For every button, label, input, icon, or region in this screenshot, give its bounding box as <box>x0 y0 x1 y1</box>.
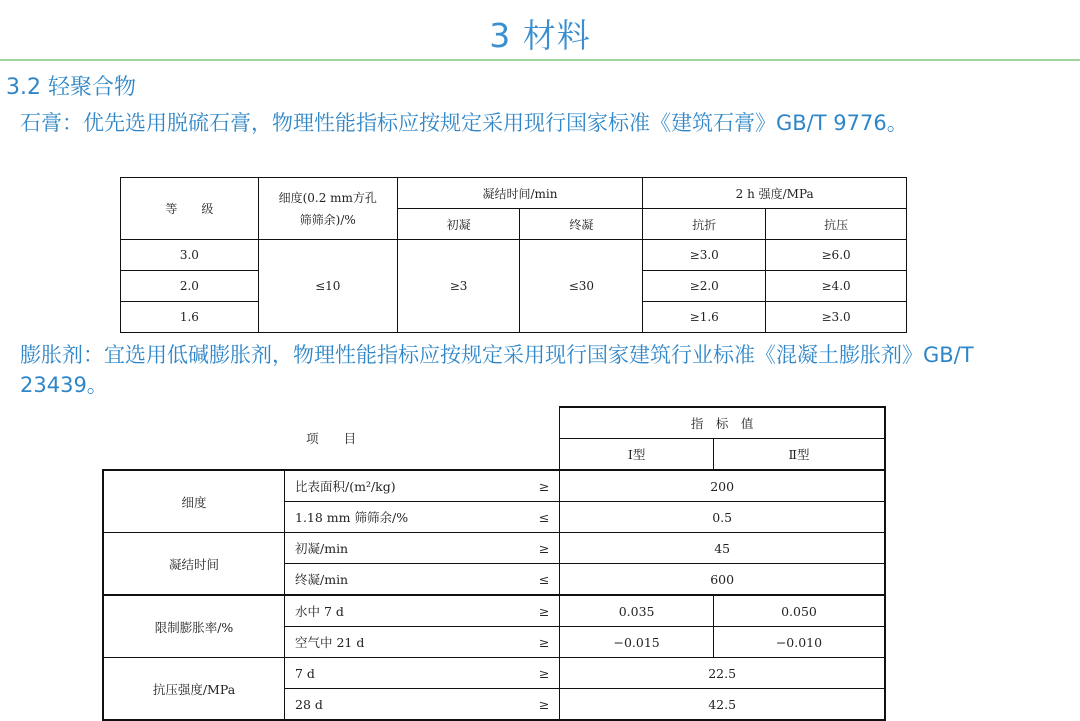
value-cell: 200 <box>560 470 885 502</box>
header-final-set: 终凝 <box>520 209 643 240</box>
value-cell-type-1: −0.015 <box>560 627 714 658</box>
compressive-cell: ≥4.0 <box>766 271 907 302</box>
header-setting-time: 凝结时间/min <box>397 178 643 209</box>
row-label: 7 d <box>285 658 508 689</box>
row-label: 空气中 21 d <box>285 627 508 658</box>
table-row <box>121 240 907 271</box>
row-label: 初凝/min <box>285 533 508 564</box>
operator-cell: ≥ <box>508 627 560 658</box>
title-divider <box>0 59 1080 61</box>
group-compressive-strength: 抗压强度/MPa <box>103 658 285 721</box>
initial-set-cell: ≥3 <box>397 240 520 333</box>
row-label: 终凝/min <box>285 564 508 596</box>
value-cell-type-2: 0.050 <box>713 595 885 627</box>
header-grade: 等 级 <box>121 178 259 240</box>
row-label: 1.18 mm 筛筛余/% <box>285 502 508 533</box>
operator-cell: ≤ <box>508 564 560 596</box>
header-type-1: Ⅰ型 <box>560 439 714 471</box>
header-index-value: 指 标 值 <box>560 407 885 439</box>
fineness-cell: ≤10 <box>258 240 397 333</box>
value-cell: 22.5 <box>560 658 885 689</box>
table-row <box>103 658 885 689</box>
header-compressive: 抗压 <box>766 209 907 240</box>
gypsum-paragraph: 石膏：优先选用脱硫石膏，物理性能指标应按规定采用现行国家标准《建筑石膏》GB/T 9776。 <box>20 111 908 135</box>
header-flexural: 抗折 <box>643 209 766 240</box>
final-set-cell: ≤30 <box>520 240 643 333</box>
header-item: 项 目 <box>103 407 560 470</box>
header-type-2: Ⅱ型 <box>713 439 885 471</box>
value-cell: 600 <box>560 564 885 596</box>
value-cell: 45 <box>560 533 885 564</box>
group-restrained-expansion: 限制膨胀率/% <box>103 595 285 658</box>
grade-cell: 1.6 <box>121 302 259 333</box>
operator-cell: ≥ <box>508 658 560 689</box>
operator-cell: ≥ <box>508 533 560 564</box>
group-fineness: 细度 <box>103 470 285 533</box>
operator-cell: ≥ <box>508 689 560 721</box>
gypsum-grade-table <box>120 177 907 333</box>
value-cell-type-2: −0.010 <box>713 627 885 658</box>
compressive-cell: ≥6.0 <box>766 240 907 271</box>
expansive-agent-table <box>102 406 886 721</box>
operator-cell: ≤ <box>508 502 560 533</box>
flexural-cell: ≥3.0 <box>643 240 766 271</box>
compressive-cell: ≥3.0 <box>766 302 907 333</box>
row-label: 水中 7 d <box>285 595 508 627</box>
row-label: 比表面积/(m²/kg) <box>285 470 508 502</box>
slide-title: 3 材料 <box>489 16 591 55</box>
grade-cell: 3.0 <box>121 240 259 271</box>
value-cell: 42.5 <box>560 689 885 721</box>
table-row <box>103 470 885 502</box>
header-strength: 2 h 强度/MPa <box>643 178 907 209</box>
value-cell: 0.5 <box>560 502 885 533</box>
expansive-agent-paragraph: 膨胀剂：宜选用低碱膨胀剂，物理性能指标应按规定采用现行国家建筑行业标准《混凝土膨胀剂》GB/T 23439。 <box>20 343 974 397</box>
grade-cell: 2.0 <box>121 271 259 302</box>
header-fineness: 细度(0.2 mm方孔筛筛余)/% <box>258 178 397 240</box>
operator-cell: ≥ <box>508 470 560 502</box>
group-setting-time: 凝结时间 <box>103 533 285 596</box>
header-initial-set: 初凝 <box>397 209 520 240</box>
table-row <box>103 533 885 564</box>
table-row <box>103 595 885 627</box>
row-label: 28 d <box>285 689 508 721</box>
flexural-cell: ≥2.0 <box>643 271 766 302</box>
operator-cell: ≥ <box>508 595 560 627</box>
value-cell-type-1: 0.035 <box>560 595 714 627</box>
section-heading: 3.2 轻聚合物 <box>6 75 136 100</box>
flexural-cell: ≥1.6 <box>643 302 766 333</box>
